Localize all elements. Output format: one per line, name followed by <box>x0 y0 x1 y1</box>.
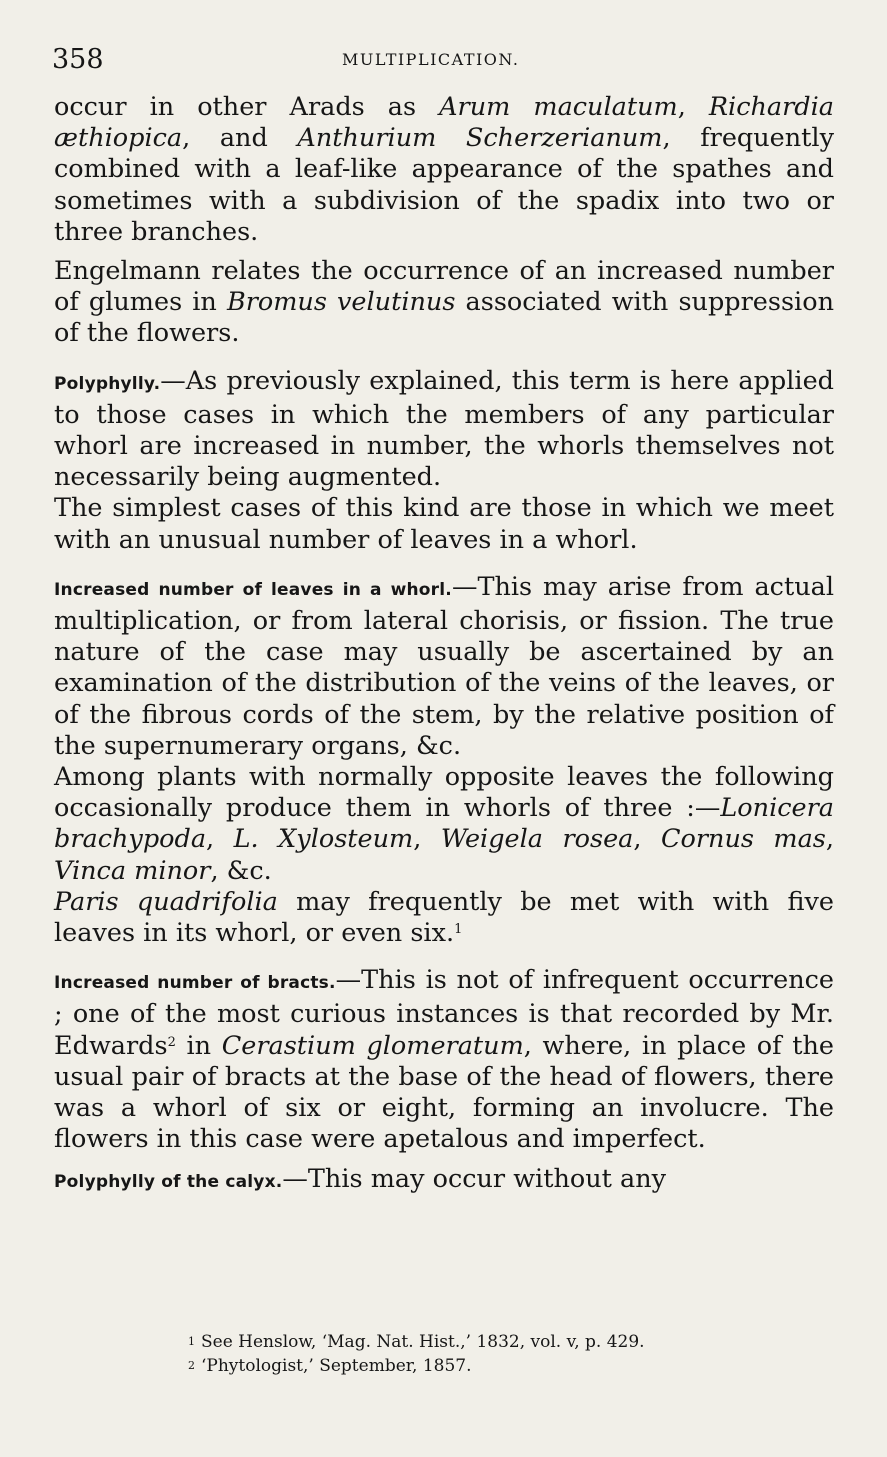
page-header <box>52 44 847 74</box>
paragraph-calyx: Polyphylly of the calyx.—This may occur without any <box>54 1163 667 1194</box>
running-title: MULTIPLICATION. <box>342 50 520 69</box>
paragraph-paris: Paris quadrifolia may frequently be met with with five leaves in its whorl, or even six.$^1$ <box>54 886 834 949</box>
footnote-1: $^1$ See Henslow, ‘Mag. Nat. Hist.,’ 1832, vol. v, p. 429. <box>188 1332 645 1352</box>
paragraph-leaves-whorl: Increased number of leaves in a whorl.—This may arise from actual multiplication, or from lateral chorisis, or fission. The true nature of the case may usually be ascertained by an examination of the distribution of the veins of the leaves, or of the fibrous cords of the stem, by the relative position of the supernumerary organs, &c. <box>54 571 834 761</box>
section-heading-calyx: Polyphylly of the calyx. <box>54 1171 283 1192</box>
body-text <box>54 92 834 1198</box>
paragraph-polyphylly: Polyphylly.—As previously explained, this term is here applied to those cases in which the members of any particular whorl are increased in number, the whorls themselves not necessarily being augmented. <box>54 365 834 493</box>
section-heading-leaves-whorl: Increased number of leaves in a whorl. <box>54 579 452 600</box>
footnote-2: $^2$ ‘Phytologist,’ September, 1857. <box>188 1356 472 1376</box>
section-heading-polyphylly: Polyphylly. <box>54 373 161 394</box>
section-heading-bracts: Increased number of bracts. <box>54 973 336 994</box>
footnote-ref-1: 1 <box>454 922 463 938</box>
footnotes <box>54 1330 834 1378</box>
paragraph-bracts: Increased number of bracts.—This is not of infrequent occurrence ; one of the most curious instances is that recorded by Mr. Edwards$^2$ in Cerastium glomeratum, where, in place of the usual pair of bracts at the base of the head of flowers, there was a whorl of six or eight, forming an involucre. The flowers in this case were apetalous and imperfect. <box>54 965 834 1155</box>
paragraph-simplest-cases: The simplest cases of this kind are those in which we meet with an unusual number of leaves in a whorl. <box>54 493 834 555</box>
paragraph-arads: occur in other Arads as Arum maculatum, Richardia æthiopica, and Anthurium Scherzerianum, frequently combined with a leaf-like appearance of the spathes and sometimes with a subdivision of the spadix into two or three branches. <box>54 92 834 247</box>
paragraph-engelmann: Engelmann relates the occurrence of an increased number of glumes in Bromus velutinus associated with suppression of the flowers. <box>54 256 834 349</box>
paragraph-opposite-leaves: Among plants with normally opposite leaves the following occasionally produce them in whorls of three :—Lonicera brachypoda, L. Xylosteum, Weigela rosea, Cornus mas, Vinca minor, &c. <box>54 762 835 886</box>
page-number: 358 <box>52 44 104 75</box>
footnote-ref-2: 2 <box>167 1034 176 1050</box>
